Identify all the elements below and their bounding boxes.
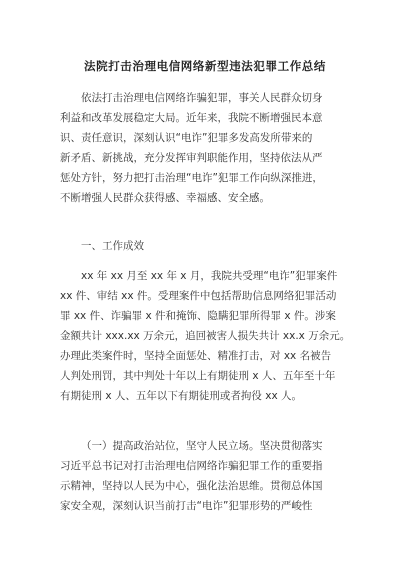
document-title: 法院打击治理电信网络新型违法犯罪工作总结 <box>84 59 326 73</box>
paragraph-line: 不断增强人民群众获得感、幸福感、安全感。 <box>60 192 270 204</box>
paragraph-line: 依法打击治理电信网络诈骗犯罪，事关人民群众切身 <box>81 92 323 104</box>
results-paragraph <box>60 266 360 406</box>
paragraph-line: 办理此类案件时，坚持全面惩处、精准打击，对 xx 名被告 <box>60 350 332 362</box>
paragraph-line: （一）提高政治站位，坚守人民立场。坚决贯彻落实 <box>81 440 323 452</box>
subsection-paragraph <box>60 436 360 516</box>
section-heading: 一、工作成效 <box>81 240 144 252</box>
paragraph-line: 习近平总书记对打击治理电信网络诈骗犯罪工作的重要指 <box>60 460 323 472</box>
paragraph-line: 有期徒刑 x 人、五年以下有期徒刑或者拘役 xx 人。 <box>60 390 302 402</box>
paragraph-line: 示精神，坚持以人民为中心，强化法治思维。贯彻总体国 <box>60 480 323 492</box>
paragraph-line: 识、责任意识，深刻认识“电诈”犯罪多发高发所带来的 <box>60 132 313 144</box>
paragraph-line: 人判处刑罚，其中判处十年以上有期徒刑 x 人、五年至十年 <box>60 370 336 382</box>
intro-paragraph <box>60 88 360 208</box>
paragraph-line: 新矛盾、新挑战，充分发挥审判职能作用，坚持依法从严 <box>60 152 323 164</box>
paragraph-line: 家安全观，深刻认识当前打击“电诈”犯罪形势的严峻性 <box>60 500 313 512</box>
paragraph-line: 利益和改革发展稳定大局。近年来，我院不断增强民本意 <box>60 112 323 124</box>
paragraph-line: 金额共计 xxx.xx 万余元，追回被害人损失共计 xx.x 万余元。 <box>60 330 351 342</box>
paragraph-line: xx 年 xx 月至 xx 年 x 月，我院共受理“电诈”犯罪案件 <box>81 270 338 282</box>
paragraph-line: xx 件、审结 xx 件。受理案件中包括帮助信息网络犯罪活动 <box>60 290 337 302</box>
paragraph-line: 惩处方针，努力把打击治理“电诈”犯罪工作向纵深推进， <box>60 172 323 184</box>
paragraph-line: 罪 xx 件、诈骗罪 x 件和掩饰、隐瞒犯罪所得罪 x 件。涉案 <box>60 310 336 322</box>
